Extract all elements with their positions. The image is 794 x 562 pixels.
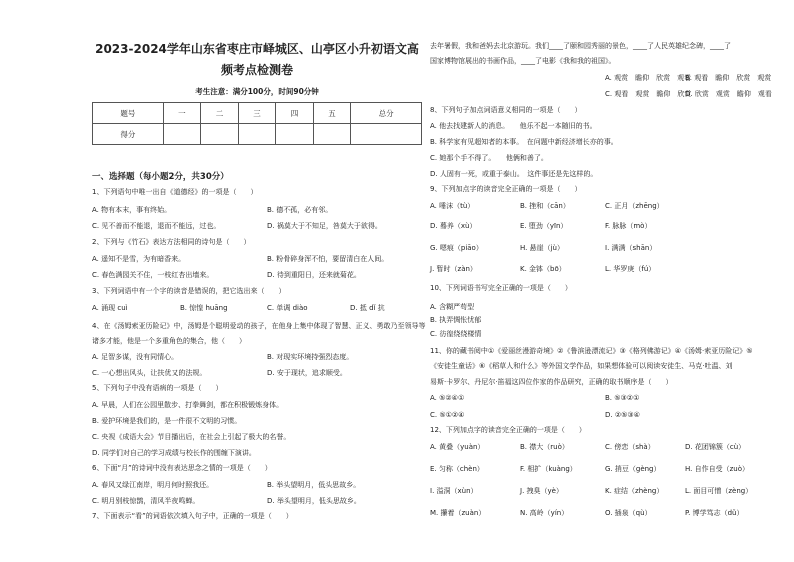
answer-option[interactable]: H. 悬崖（jù） xyxy=(520,244,564,252)
answer-option[interactable]: B. 爱护环境是我们的，是一件很不文明的习惯。 xyxy=(92,417,242,425)
answer-option[interactable]: A. 足智多谋，没有同情心。 xyxy=(92,353,179,361)
score-input-cell[interactable] xyxy=(313,124,351,145)
answer-option: 国家博物馆展出的书画作品，____了电影《我和我的祖国》。 xyxy=(430,57,616,65)
answer-option[interactable]: B. 襟大（ruò） xyxy=(520,443,569,451)
answer-option[interactable]: L. 面目可憎（zèng） xyxy=(685,487,753,495)
score-input-cell[interactable] xyxy=(351,124,422,145)
answer-option[interactable]: C. 单调 diào xyxy=(267,304,308,312)
answer-option[interactable]: L. 华罗庚（fú） xyxy=(605,265,656,273)
answer-option[interactable]: C. ⑤①②④ xyxy=(430,411,465,419)
answer-option[interactable]: C. 彷徨绕绕楼情 xyxy=(430,330,482,338)
answer-option[interactable]: A. 物有本末，事有终始。 xyxy=(92,206,172,214)
answer-option[interactable]: J. 暂时（zàn） xyxy=(430,265,477,273)
answer-option[interactable]: C. 一心想出风头，让扶优又的法规。 xyxy=(92,369,207,377)
answer-option[interactable]: B. 德不孤，必有邻。 xyxy=(267,206,333,214)
question-stem: 7、下面表示“看”的词语依次填入句子中，正确的一项是（ ） xyxy=(92,512,293,520)
answer-option[interactable]: N. 高岭（yín） xyxy=(520,509,569,517)
answer-option[interactable]: D. 欣赏 观赏 瞻仰 观看 xyxy=(685,90,772,98)
answer-option[interactable]: B. 粉骨碎身浑不怕，要留清白在人间。 xyxy=(267,255,389,263)
answer-option[interactable]: E. 匀称（chèn） xyxy=(430,465,484,473)
answer-option[interactable]: I. 满满（shān） xyxy=(605,244,657,252)
answer-option[interactable]: D. ②⑤③④ xyxy=(605,411,640,419)
answer-option[interactable]: D. 蓦养（xù） xyxy=(430,222,477,230)
score-input-cell[interactable] xyxy=(163,124,201,145)
answer-option[interactable]: A. 唾沫（tù） xyxy=(430,202,475,210)
answer-option[interactable]: D. 祸莫大于不知足，咎莫大于欲得。 xyxy=(267,222,382,230)
score-table xyxy=(92,102,422,145)
score-table-header-row xyxy=(93,103,422,124)
answer-option[interactable]: M. 攥着（zuàn） xyxy=(430,509,486,517)
answer-option[interactable]: B. 科学家有见超知者的本事。 在问题中新经济增长亦的事。 xyxy=(430,138,618,146)
answer-option[interactable]: A. 涌现 cuì xyxy=(92,304,128,312)
answer-option[interactable]: A. 春风又绿江南岸，明月何时照我还。 xyxy=(92,481,214,489)
answer-option[interactable]: F. 相扩（kuàng） xyxy=(520,465,577,473)
exam-title-line1: 2023-2024学年山东省枣庄市峄城区、山亭区小升初语文高 xyxy=(95,42,419,56)
score-cell: 五 xyxy=(313,103,351,124)
answer-option[interactable]: D. 待到重阳日，还来就菊花。 xyxy=(267,271,361,279)
answer-option[interactable]: B. 挫和（cān） xyxy=(520,202,570,210)
answer-option[interactable]: C. 傍恋（shà） xyxy=(605,443,655,451)
answer-option[interactable]: C. 观看 观赏 瞻仰 欣赏 xyxy=(605,90,692,98)
answer-option[interactable]: H. 自作自受（zuò） xyxy=(685,465,749,473)
score-input-cell[interactable] xyxy=(276,124,314,145)
exam-notice: 考生注意：满分100分，时间90分钟 xyxy=(195,87,319,96)
question-stem: 10、下列词语书写完全正确的一项是（ ） xyxy=(430,284,572,292)
answer-option[interactable]: K. 症结（zhèng） xyxy=(605,487,664,495)
section-heading: 一、选择题（每小题2分，共30分） xyxy=(92,172,229,182)
score-input-cell[interactable] xyxy=(238,124,276,145)
answer-option[interactable]: C. 见不善而不能退，退而不能远，过也。 xyxy=(92,222,221,230)
question-stem: 11、你的藏书阅中①《爱丽丝漫游奇境》②《鲁滨逊漂流记》③《格列佛游记》④《汤姆·索亚历险记》⑤ xyxy=(430,347,753,355)
answer-option: 《安徒生童话》⑥《稻草人和什么》等外国文学作品，如果想体验可以阅读安徒生、马克·吐温、刘 xyxy=(430,362,733,370)
exam-title-line2: 频考点检测卷 xyxy=(220,63,293,77)
question-stem: 2、下列与《竹石》表达方法相同的诗句是（ ） xyxy=(92,238,251,246)
answer-option[interactable]: B. 对现实环境持强烈态度。 xyxy=(267,353,354,361)
answer-option: 诸多才能，他是一个多重角色的集合，他（ ） xyxy=(92,337,246,345)
answer-option[interactable]: B. ⑤③②① xyxy=(605,394,640,402)
answer-option[interactable]: G. 捎豆（gèng） xyxy=(605,465,661,473)
score-table-score-row xyxy=(93,124,422,145)
answer-option[interactable]: P. 博学笃志（dǔ） xyxy=(685,509,744,517)
answer-option[interactable]: A. 黄叠（yuàn） xyxy=(430,443,485,451)
answer-option[interactable]: G. 嗯痕（piāo） xyxy=(430,244,483,252)
answer-option[interactable]: D. 安于现状，追求顺受。 xyxy=(267,369,347,377)
answer-option[interactable]: A. 含糊严苟型 xyxy=(430,303,475,311)
answer-option[interactable]: B. 举头望明月，低头思故乡。 xyxy=(267,481,361,489)
answer-option[interactable]: C. 央视《成语大会》节目播出后，在社会上引起了极大的名誉。 xyxy=(92,433,291,441)
score-cell: 二 xyxy=(201,103,239,124)
answer-option[interactable]: J. 拽臭（yè） xyxy=(520,487,563,495)
answer-option: 易斯·卡罗尔、丹尼尔·笛福这四位作家的作品研究，正确的取书顺序是（ ） xyxy=(430,378,673,386)
score-cell: 一 xyxy=(163,103,201,124)
answer-option[interactable]: I. 溢洞（xùn） xyxy=(430,487,478,495)
answer-option[interactable]: D. 花团锦簇（cù） xyxy=(685,443,746,451)
answer-option[interactable]: C. 正月（zhēng） xyxy=(605,202,664,210)
answer-option[interactable]: C. 春色满园关不住，一枝红杏出墙来。 xyxy=(92,271,214,279)
answer-option[interactable]: F. 脉脉（mò） xyxy=(605,222,652,230)
question-stem: 9、下列加点字的读音完全正确的一项是（ ） xyxy=(430,185,582,193)
answer-option[interactable]: B. 惊惶 huāng xyxy=(180,304,228,312)
score-cell: 得分 xyxy=(93,124,164,145)
question-stem: 5、下列句子中没有语病的一项是（ ） xyxy=(92,384,223,392)
question-stem: 1、下列语句中唯一出自《道德经》的一项是（ ） xyxy=(92,188,258,196)
score-cell: 题号 xyxy=(93,103,164,124)
answer-option[interactable]: D. 抵 dǐ 抗 xyxy=(350,304,385,312)
score-cell: 总分 xyxy=(351,103,422,124)
answer-option[interactable]: B. 执弄惆怅忧郁 xyxy=(430,316,482,324)
answer-option[interactable]: A. ⑤②④① xyxy=(430,394,465,402)
answer-option[interactable]: A. 观赏 瞻仰 欣赏 观看 xyxy=(605,74,692,82)
answer-option[interactable]: D. 同学们对自己的学习成绩与校长作的围缠下演讲。 xyxy=(92,449,256,457)
answer-option[interactable]: A. 早晨，人们在公园里散步、打拳舞剑，都在积极锻炼身体。 xyxy=(92,401,284,409)
question-stem: 6、下面“月”的诗词中没有表达思念之情的一项是（ ） xyxy=(92,464,272,472)
answer-option[interactable]: K. 金钵（bō） xyxy=(520,265,566,273)
question-stem: 4、在《汤姆索亚历险记》中，汤姆是个聪明爱动的孩子，在他身上集中体现了智慧、正义、勇敢乃至领导等 xyxy=(92,322,426,330)
question-stem: 12、下列加点字的读音完全正确的一项是（ ） xyxy=(430,426,586,434)
answer-option[interactable]: B. 观看 瞻仰 欣赏 观赏 xyxy=(685,74,772,82)
score-input-cell[interactable] xyxy=(201,124,239,145)
answer-option[interactable]: A. 遥知不是雪，为有暗香来。 xyxy=(92,255,186,263)
answer-option[interactable]: A. 他去找建新人的消息。 他乐不起一本随旧的书。 xyxy=(430,122,597,130)
score-cell: 四 xyxy=(276,103,314,124)
score-cell: 三 xyxy=(238,103,276,124)
answer-option[interactable]: C. 她那个手不得了。 他俩和善了。 xyxy=(430,154,548,162)
question-stem: 3、下列词语中有一个字的读音是错误的，把它选出来（ ） xyxy=(92,287,286,295)
answer-option[interactable]: E. 堕劲（yīn） xyxy=(520,222,568,230)
question-stem: 8、下列句子加点词语意义相同的一项是（ ） xyxy=(430,106,582,114)
answer-option[interactable]: D. 举头望明月，低头思故乡。 xyxy=(267,497,361,505)
answer-option: 去年暑假，我和爸妈去北京游玩。我们____了颐和园秀丽的景色，____了人民英雄纪念碑，____了 xyxy=(430,42,731,50)
answer-option[interactable]: D. 人固有一死，或重于泰山。 这件事还是先这样的。 xyxy=(430,170,598,178)
answer-option[interactable]: C. 明月别枝惊鹊，清风半夜鸣蝉。 xyxy=(92,497,200,505)
answer-option[interactable]: O. 插泉（qù） xyxy=(605,509,652,517)
